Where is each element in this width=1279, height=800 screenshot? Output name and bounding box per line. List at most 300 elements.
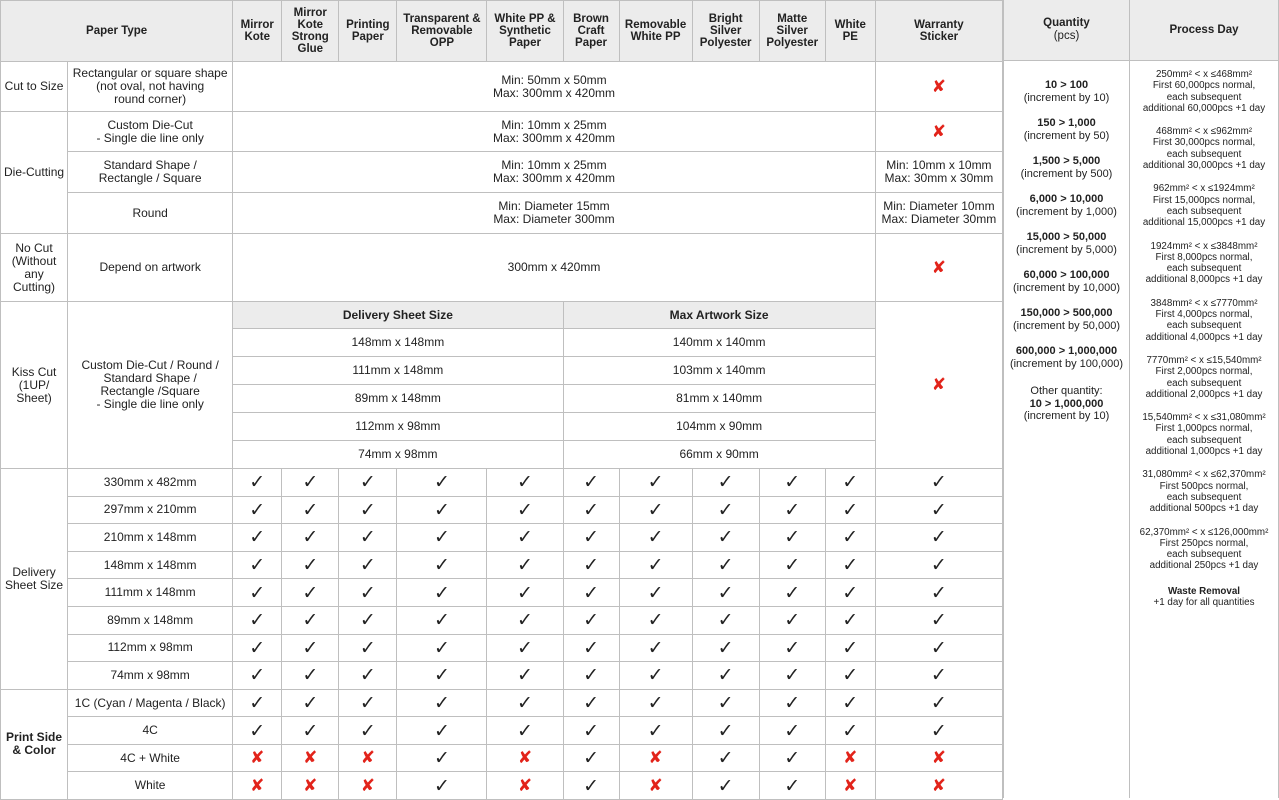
quantity-other-label: Other quantity: [1030,385,1103,397]
quantity-item [1004,155,1129,193]
check-icon: ✓ [583,719,599,742]
availability-cell [397,469,487,497]
availability-cell [692,772,759,800]
quantity-item [1004,193,1129,231]
row-die-cut-round [1,193,1003,234]
availability-cell [563,606,619,634]
availability-cell [825,496,875,524]
check-icon: ✓ [647,554,664,577]
check-icon: ✓ [249,609,266,632]
availability-cell [692,496,759,524]
availability-cell [692,717,759,745]
row-kiss-cut-head [1,302,1003,329]
availability-cell [563,524,619,552]
quantity-range: 10 > 100 [1044,79,1089,91]
check-icon: ✓ [249,581,266,604]
quantity-increment: (increment by 10) [1023,91,1110,104]
check-icon: ✓ [842,692,859,714]
waste-removal-title: Waste Removal [1167,585,1241,597]
check-icon: ✓ [249,636,266,659]
availability-cell [233,606,282,634]
process-size-range: 962mm² < x ≤1924mm² [1153,183,1255,195]
availability-cell [233,496,282,524]
availability-cell [233,634,282,662]
quantity-item [1004,269,1129,307]
check-icon: ✓ [433,636,450,659]
quantity-other [1004,385,1129,423]
availability-cell [487,579,563,607]
process-size-range: 468mm² < x ≤962mm² [1155,126,1253,138]
process-item [1130,412,1278,469]
check-icon: ✓ [583,636,599,659]
availability-cell [563,717,619,745]
check-icon: ✓ [302,664,319,687]
availability-cell [233,689,282,717]
header-transparent-opp: Transparent & Removable OPP [397,1,487,62]
label-die-cutting: Die-Cutting [1,112,68,234]
warranty-availability-cell [875,689,1002,717]
row-delivery-sheet [1,579,1003,607]
row-delivery-sheet [1,662,1003,690]
availability-cell [692,524,759,552]
availability-cell [825,772,875,800]
check-icon: ✓ [359,692,376,714]
availability-cell [563,689,619,717]
kiss-cut-col-artwork: Max Artwork Size [563,302,875,329]
availability-cell [759,634,825,662]
check-icon: ✓ [517,692,533,714]
check-icon: ✓ [517,498,533,521]
availability-cell [339,606,397,634]
check-icon: ✓ [433,581,450,604]
availability-cell [282,579,339,607]
quantity-increment: (increment by 1,000) [1016,205,1117,218]
delivery-size-name: 89mm x 148mm [68,606,233,634]
availability-cell [397,579,487,607]
check-icon: ✓ [647,692,664,714]
check-icon: ✓ [930,498,947,521]
row-delivery-sheet [1,469,1003,497]
row-cut-to-size [1,62,1003,112]
check-icon: ✓ [517,636,533,659]
quantity-range: 150,000 > 500,000 [1020,307,1113,319]
check-icon: ✓ [302,719,319,742]
quantity-list [1004,61,1129,423]
kiss-cut-desc: Custom Die-Cut / Round / Standard Shape / Rectangle /Square - Single die line only [68,302,233,469]
availability-cell [563,634,619,662]
delivery-size-name: 210mm x 148mm [68,524,233,552]
check-icon: ✓ [930,719,947,742]
quantity-range: 600,000 > 1,000,000 [1015,345,1118,357]
availability-cell [282,606,339,634]
availability-cell [339,469,397,497]
availability-cell [692,606,759,634]
availability-cell [397,744,487,772]
check-icon: ✓ [583,471,599,494]
cross-icon: ✘ [648,775,663,796]
check-icon: ✓ [583,747,599,769]
cut-to-size-desc: Rectangular or square shape (not oval, not having round corner) [68,62,233,112]
check-icon: ✓ [302,498,319,521]
warranty-die-cut-round: Min: Diameter 10mm Max: Diameter 30mm [875,193,1002,234]
availability-cell [282,469,339,497]
row-print-side [1,744,1003,772]
quantity-increment: (increment by 50,000) [1013,319,1120,332]
availability-cell [397,717,487,745]
availability-cell [825,689,875,717]
quantity-increment: (increment by 500) [1020,167,1113,180]
process-item [1130,527,1278,584]
check-icon: ✓ [517,526,533,549]
process-rule: First 60,000pcs normal, each subsequent additional 60,000pcs +1 day [1142,80,1266,114]
availability-cell [487,662,563,690]
print-side-section [1,689,1003,799]
check-icon: ✓ [249,554,266,577]
availability-cell [339,662,397,690]
check-icon: ✓ [717,581,734,604]
delivery-size-name: 148mm x 148mm [68,551,233,579]
process-day-list [1130,61,1278,608]
process-item [1130,126,1278,183]
cross-icon: ✘ [931,775,947,796]
cross-icon: ✘ [931,121,947,142]
check-icon: ✓ [930,554,947,577]
availability-cell [619,469,692,497]
delivery-sheet-section [1,469,1003,690]
availability-cell [233,772,282,800]
availability-cell [825,551,875,579]
check-icon: ✓ [433,526,450,549]
check-icon: ✓ [302,581,319,604]
availability-cell [563,772,619,800]
row-die-cut-standard [1,152,1003,193]
row-print-side [1,689,1003,717]
cross-icon: ✘ [931,76,947,97]
quantity-item [1004,307,1129,345]
row-print-side [1,717,1003,745]
waste-removal [1130,586,1278,609]
row-delivery-sheet [1,634,1003,662]
check-icon: ✓ [842,719,859,742]
availability-cell [233,717,282,745]
label-cut-to-size: Cut to Size [1,62,68,112]
check-icon: ✓ [249,692,266,714]
quantity-title: Quantity [1043,17,1090,29]
waste-removal-text: +1 day for all quantities [1153,596,1255,608]
no-cut-desc: Depend on artwork [68,234,233,302]
check-icon: ✓ [302,692,319,714]
check-icon: ✓ [842,471,859,494]
check-icon: ✓ [433,498,450,521]
availability-cell [487,606,563,634]
quantity-range: 6,000 > 10,000 [1029,193,1104,205]
availability-cell [825,524,875,552]
availability-cell [825,744,875,772]
availability-cell [692,744,759,772]
check-icon: ✓ [842,526,859,549]
availability-cell [487,551,563,579]
availability-cell [397,772,487,800]
check-icon: ✓ [717,747,734,769]
process-rule: First 500pcs normal, each subsequent additional 500pcs +1 day [1149,480,1259,515]
kiss-artwork: 81mm x 140mm [563,385,875,413]
process-rule: First 250pcs normal, each subsequent additional 250pcs +1 day [1149,537,1259,572]
kiss-delivery: 74mm x 98mm [233,441,563,469]
kiss-artwork: 104mm x 90mm [563,413,875,441]
check-icon: ✓ [930,609,947,632]
availability-cell [339,579,397,607]
check-icon: ✓ [433,664,450,687]
check-icon: ✓ [249,471,266,494]
availability-cell [339,717,397,745]
availability-cell [397,524,487,552]
process-size-range: 7770mm² < x ≤15,540mm² [1146,354,1262,366]
check-icon: ✓ [784,554,801,577]
availability-cell [692,662,759,690]
availability-cell [563,662,619,690]
availability-cell [282,772,339,800]
kiss-cut-col-delivery: Delivery Sheet Size [233,302,563,329]
check-icon: ✓ [784,719,801,742]
warranty-die-cut-custom [875,112,1002,152]
quantity-item [1004,345,1129,383]
check-icon: ✓ [842,609,859,632]
availability-cell [619,634,692,662]
check-icon: ✓ [784,498,801,521]
header-white-pp: White PP & Synthetic Paper [487,1,563,62]
process-item [1130,298,1278,355]
check-icon: ✓ [583,498,599,521]
process-day-title: Process Day [1169,23,1239,36]
check-icon: ✓ [302,636,319,659]
availability-cell [759,496,825,524]
availability-cell [487,634,563,662]
check-icon: ✓ [647,609,664,632]
availability-cell [487,496,563,524]
label-print-side-color: Print Side & Color [1,689,68,799]
check-icon: ✓ [842,636,859,659]
availability-cell [619,772,692,800]
check-icon: ✓ [359,581,376,604]
availability-cell [759,744,825,772]
check-icon: ✓ [517,609,533,632]
availability-cell [487,469,563,497]
warranty-availability-cell [875,662,1002,690]
availability-cell [233,662,282,690]
availability-cell [759,579,825,607]
quantity-range: 60,000 > 100,000 [1023,269,1110,281]
availability-cell [339,496,397,524]
process-size-range: 250mm² < x ≤468mm² [1155,69,1253,80]
process-rule: First 2,000pcs normal, each subsequent additional 2,000pcs +1 day [1145,366,1263,400]
print-option-name: 4C + White [68,744,233,772]
check-icon: ✓ [717,719,734,742]
header-bright-silver: Bright Silver Polyester [692,1,759,62]
check-icon: ✓ [433,692,450,714]
availability-cell [619,689,692,717]
availability-cell [619,579,692,607]
process-rule: First 4,000pcs normal, each subsequent additional 4,000pcs +1 day [1145,309,1263,343]
check-icon: ✓ [249,719,266,742]
availability-cell [339,689,397,717]
availability-cell [282,551,339,579]
check-icon: ✓ [784,664,801,687]
check-icon: ✓ [517,719,533,742]
process-item [1130,183,1278,240]
quantity-increment: (increment by 10,000) [1013,281,1120,294]
delivery-size-name: 112mm x 98mm [68,634,233,662]
cross-icon: ✘ [648,748,663,768]
process-size-range: 31,080mm² < x ≤62,370mm² [1142,469,1266,481]
availability-cell [233,744,282,772]
process-rule: First 8,000pcs normal, each subsequent additional 8,000pcs +1 day [1145,251,1263,286]
cross-icon: ✘ [931,748,947,768]
availability-cell [282,717,339,745]
warranty-kiss-cut [875,302,1002,469]
check-icon: ✓ [302,554,319,577]
check-icon: ✓ [359,636,376,659]
check-icon: ✓ [359,719,376,742]
availability-cell [619,717,692,745]
header-removable-white-pp: Removable White PP [619,1,692,62]
warranty-availability-cell [875,634,1002,662]
check-icon: ✓ [930,526,947,549]
availability-cell [563,551,619,579]
cross-icon: ✘ [250,775,265,796]
check-icon: ✓ [784,609,801,632]
availability-cell [825,579,875,607]
availability-cell [692,579,759,607]
check-icon: ✓ [359,498,376,521]
check-icon: ✓ [717,664,734,687]
cross-icon: ✘ [843,775,858,796]
availability-cell [487,772,563,800]
check-icon: ✓ [717,636,734,659]
check-icon: ✓ [583,526,599,549]
check-icon: ✓ [784,636,801,659]
availability-cell [233,579,282,607]
availability-cell [825,662,875,690]
check-icon: ✓ [647,526,664,549]
cross-icon: ✘ [303,775,318,796]
check-icon: ✓ [433,747,450,769]
row-print-side [1,772,1003,800]
check-icon: ✓ [717,471,734,494]
availability-cell [397,496,487,524]
availability-cell [825,717,875,745]
availability-cell [692,634,759,662]
warranty-availability-cell [875,717,1002,745]
quantity-item [1004,79,1129,117]
quantity-range: 1,500 > 5,000 [1032,155,1101,167]
header-printing-paper: Printing Paper [339,1,397,62]
availability-cell [233,524,282,552]
warranty-availability-cell [875,496,1002,524]
quantity-unit: (pcs) [1053,30,1080,42]
availability-cell [619,606,692,634]
availability-cell [825,634,875,662]
availability-cell [397,606,487,634]
cross-icon: ✘ [517,775,533,796]
check-icon: ✓ [517,554,533,577]
die-cut-standard-size: Min: 10mm x 25mm Max: 300mm x 420mm [233,152,876,193]
check-icon: ✓ [717,498,734,521]
check-icon: ✓ [717,774,734,797]
header-row [1,1,1003,62]
cross-icon: ✘ [843,748,858,768]
availability-cell [692,469,759,497]
quantity-other-range: 10 > 1,000,000 [1029,397,1104,410]
no-cut-size: 300mm x 420mm [233,234,876,302]
check-icon: ✓ [359,471,376,494]
check-icon: ✓ [784,581,801,604]
availability-cell [692,689,759,717]
cross-icon: ✘ [250,748,265,768]
availability-cell [282,662,339,690]
check-icon: ✓ [842,581,859,604]
check-icon: ✓ [717,554,734,577]
warranty-availability-cell [875,579,1002,607]
warranty-availability-cell [875,744,1002,772]
check-icon: ✓ [647,498,664,521]
die-cut-custom-size: Min: 10mm x 25mm Max: 300mm x 420mm [233,112,876,152]
check-icon: ✓ [784,692,801,714]
print-option-name: 4C [68,717,233,745]
availability-cell [759,551,825,579]
check-icon: ✓ [583,692,599,714]
check-icon: ✓ [517,664,533,687]
delivery-size-name: 111mm x 148mm [68,579,233,607]
process-size-range: 3848mm² < x ≤7770mm² [1150,297,1258,309]
check-icon: ✓ [647,471,664,494]
check-icon: ✓ [784,747,801,769]
warranty-availability-cell [875,551,1002,579]
die-cut-round-size: Min: Diameter 15mm Max: Diameter 300mm [233,193,876,234]
warranty-cut-to-size [875,62,1002,112]
check-icon: ✓ [583,554,599,577]
check-icon: ✓ [433,471,450,494]
warranty-die-cut-standard: Min: 10mm x 10mm Max: 30mm x 30mm [875,152,1002,193]
kiss-delivery: 112mm x 98mm [233,413,563,441]
check-icon: ✓ [433,774,450,797]
print-option-name: 1C (Cyan / Magenta / Black) [68,689,233,717]
availability-cell [339,551,397,579]
process-day-panel [1129,0,1279,798]
availability-cell [759,772,825,800]
availability-cell [233,551,282,579]
availability-cell [282,634,339,662]
cross-icon: ✘ [517,748,533,768]
label-no-cut: No Cut (Without any Cutting) [1,234,68,302]
kiss-delivery: 89mm x 148mm [233,385,563,413]
die-cut-round-desc: Round [68,193,233,234]
header-paper-type: Paper Type [1,1,233,62]
process-size-range: 1924mm² < x ≤3848mm² [1150,240,1258,252]
header-brown-craft: Brown Craft Paper [563,1,619,62]
check-icon: ✓ [359,664,376,687]
delivery-size-name: 297mm x 210mm [68,496,233,524]
quantity-range: 15,000 > 50,000 [1026,231,1107,243]
availability-cell [619,551,692,579]
delivery-size-name: 330mm x 482mm [68,469,233,497]
availability-cell [339,744,397,772]
check-icon: ✓ [842,498,859,521]
check-icon: ✓ [517,471,533,494]
check-icon: ✓ [717,526,734,549]
warranty-availability-cell [875,469,1002,497]
quantity-item [1004,117,1129,155]
check-icon: ✓ [433,719,450,742]
